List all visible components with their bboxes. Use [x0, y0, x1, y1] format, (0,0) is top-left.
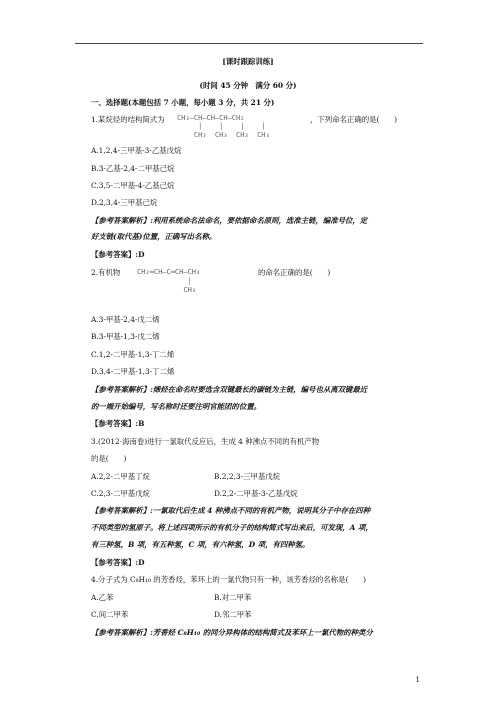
- q4-stem: 4.分子式为 C₈H₁₀ 的芳香烃，苯环上的一氯代物只有一种，该芳香烃的名称是( ): [91, 575, 367, 584]
- q1-formula-top: CH₃—CH—CH—CH—CH₂: [177, 114, 245, 122]
- q4-explanation-1: 【参考答案解析】:芳香烃 C₈H₁₀ 的同分异构体的结构简式及苯环上一氯代物的种类分: [91, 628, 373, 637]
- section-heading: 一、选择题(本题包括 7 小题，每小题 3 分，共 21 分): [91, 98, 275, 107]
- q2-explanation-2: 的一端开始编号，写名称时还要注明官能团的位置。: [91, 402, 261, 411]
- q3-option-a: A.2,2-二甲基丁烷: [91, 472, 150, 481]
- q4-option-d: D.邻二甲苯: [214, 610, 252, 619]
- q2-answer: 【参考答案】:B: [91, 419, 145, 428]
- q1-option-d: D.2,3,4-三甲基己烷: [91, 198, 158, 207]
- q2-explanation-1: 【参考答案解析】:烯烃在命名时要选含双键最长的碳链为主链，编号也从离双键最近: [91, 385, 368, 394]
- q3-explanation-1: 【参考答案解析】:一氯取代后生成 4 种沸点不同的有机产物，说明其分子中存在四种: [91, 506, 371, 515]
- q3-option-d: D.2,2-二甲基-3-乙基戊烷: [214, 489, 298, 498]
- q1-explanation-2: 好支链(取代基)位置，正确写出名称。: [91, 232, 217, 241]
- q3-option-b: B.2,2,3-三甲基戊烷: [214, 472, 281, 481]
- q2-option-b: B.3-甲基-1,3-戊二烯: [91, 332, 160, 341]
- q2-formula-top: CH₂═CH—C═CH—CH₃: [137, 268, 201, 276]
- q2-option-a: A.3-甲基-2,4-戊二烯: [91, 315, 160, 324]
- q1-option-c: C.3,5-二甲基-4-乙基己烷: [91, 181, 175, 190]
- q3-option-c: C.2,3-二甲基戊烷: [91, 489, 150, 498]
- q1-explanation-1: 【参考答案解析】:利用系统命名法命名，要依据命名原则，选准主链，编准号位，定: [91, 216, 368, 225]
- q2-stem-pre: 2.有机物: [91, 268, 121, 277]
- q4-option-a: A.乙苯: [91, 593, 114, 602]
- q2-stem-post: 的命名正确的是( ): [258, 268, 331, 277]
- q1-formula-bonds: | | | |: [177, 122, 266, 130]
- q4-option-b: B.对二甲苯: [214, 593, 252, 602]
- q3-answer: 【参考答案】:D: [91, 558, 145, 567]
- page-number: 1: [415, 676, 420, 684]
- q1-option-b: B.3-乙基-2,4-二甲基己烷: [91, 164, 175, 173]
- q4-option-c: C.间二甲苯: [91, 610, 129, 619]
- q2-option-d: D.3,4-二甲基-1,3-丁二烯: [91, 367, 175, 376]
- q1-formula-bottom: CH₃ CH₃ CH₃ CH₃: [177, 131, 270, 139]
- q1-stem-post: ，下列命名正确的是( ): [310, 115, 398, 124]
- q2-formula-bond: |: [137, 277, 192, 285]
- doc-subtitle: (时间 45 分钟 满分 60 分): [199, 81, 297, 90]
- doc-title: [课时跟踪训练]: [222, 57, 274, 66]
- q1-answer: 【参考答案】:D: [91, 250, 145, 259]
- q3-stem-2: 的是( ): [91, 454, 127, 463]
- top-rule: [75, 43, 423, 44]
- q1-stem-pre: 1.某烷烃的结构简式为: [91, 115, 165, 124]
- q3-explanation-3: 有三种氢，B 项，有五种氢，C 项，有六种氢，D 项，有四种氢。: [91, 540, 310, 549]
- q3-explanation-2: 不同类型的氢原子。将上述四项所示的有机分子的结构简式写出来后，可发现，A 项，: [91, 523, 373, 532]
- q2-option-c: C.1,2-二甲基-1,3-丁二烯: [91, 350, 175, 359]
- q1-option-a: A.1,2,4-三甲基-3-乙基戊烷: [91, 146, 182, 155]
- q3-stem-1: 3.(2012·海南卷)进行一氯取代反应后，生成 4 种沸点不同的有机产物: [91, 437, 320, 446]
- q2-formula-bottom: CH₃: [137, 286, 197, 294]
